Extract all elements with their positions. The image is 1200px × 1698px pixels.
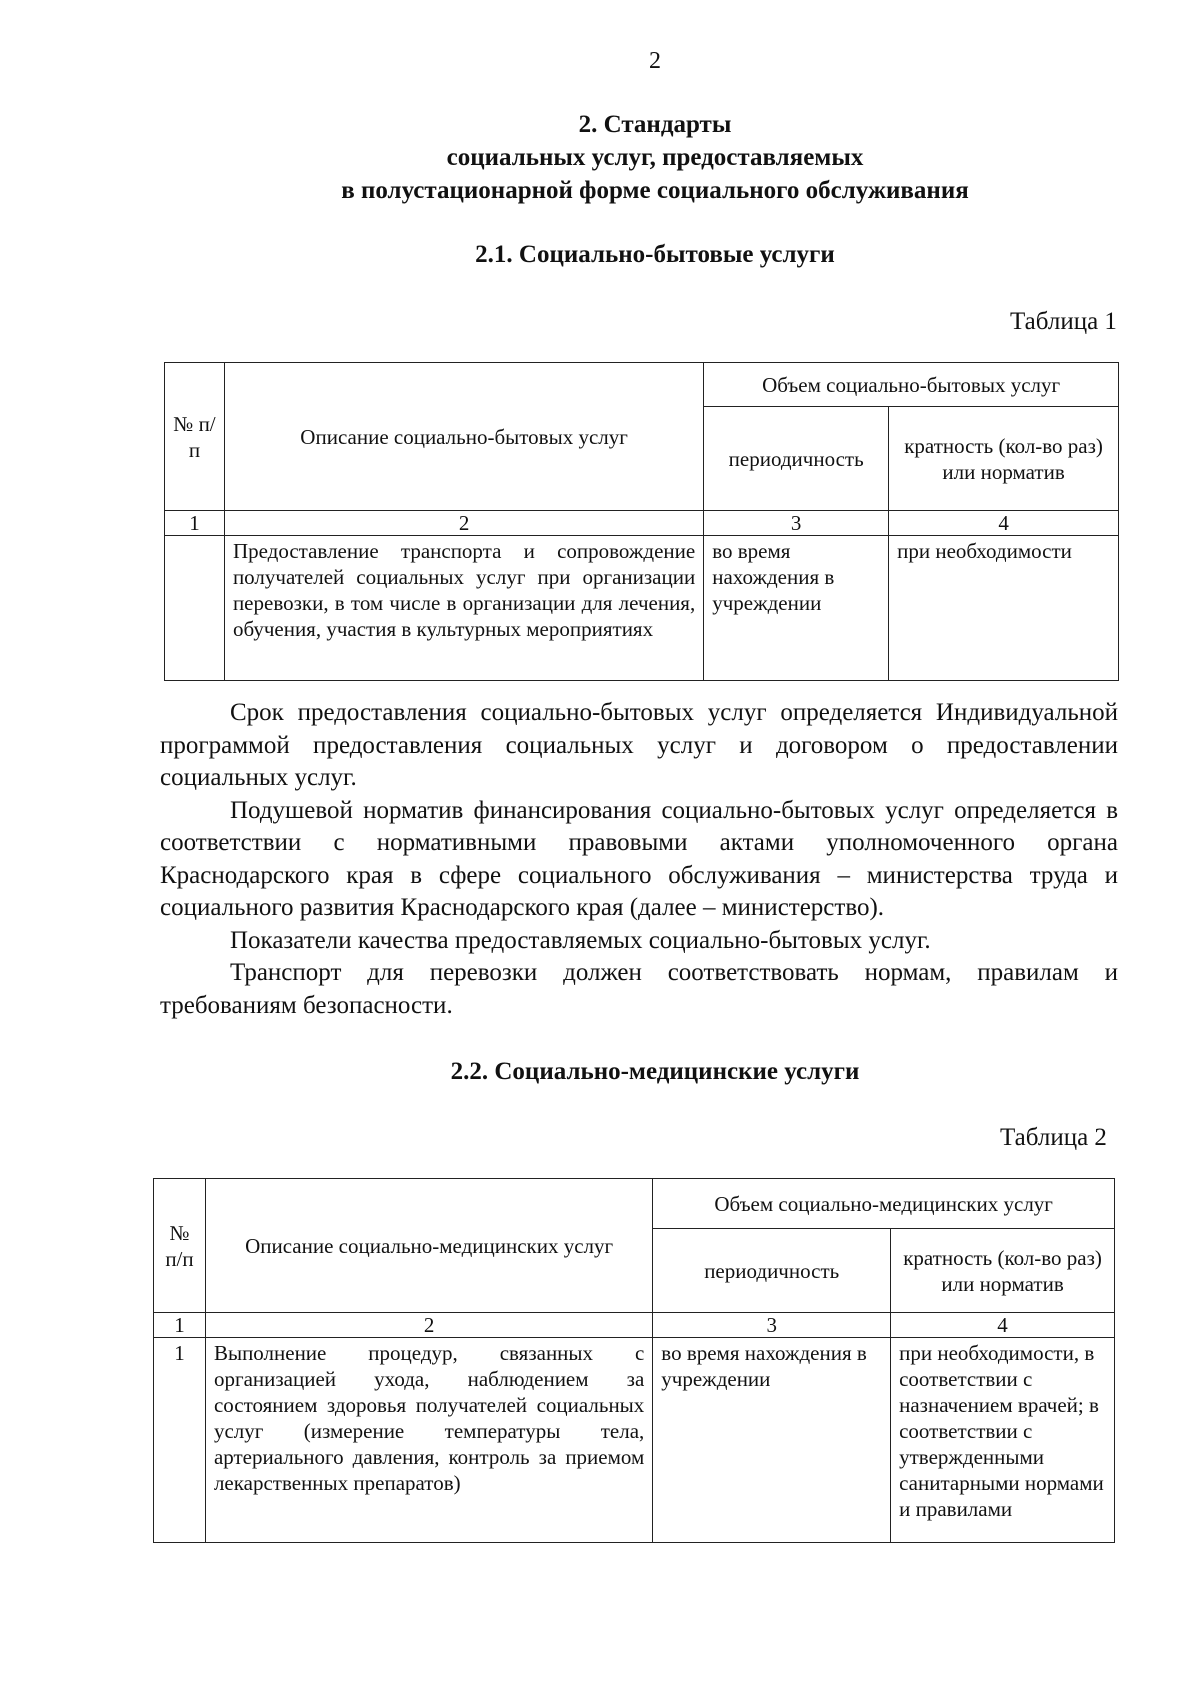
section-title: 2.2. Социально-медицинские услуги — [450, 1058, 860, 1085]
row-num — [165, 536, 225, 681]
table-caption: Таблица 1 — [1010, 308, 1117, 335]
row-description: Предоставление транспорта и сопровождение получателей социальных услуг при организации перевозки, в том числе в организации для лечения, обучения, участия в культурных мероприятиях — [224, 536, 703, 681]
page-number: 2 — [649, 48, 661, 74]
header-multiplicity: кратность (кол-во раз) или норматив — [891, 1229, 1115, 1313]
header-multiplicity: кратность (кол-во раз) или норматив — [889, 407, 1119, 511]
column-number: 3 — [704, 511, 889, 536]
column-number: 1 — [154, 1313, 206, 1338]
services-table — [164, 362, 1119, 681]
row-description: Выполнение процедур, связанных с организацией ухода, наблюдением за состоянием здоровья получателей социальных услуг (измерение температуры тела, артериального давления, контроль за приемом лекарственных препаратов) — [205, 1338, 652, 1543]
column-number: 4 — [889, 511, 1119, 536]
column-number: 2 — [205, 1313, 652, 1338]
column-number: 1 — [165, 511, 225, 536]
column-number: 4 — [891, 1313, 1115, 1338]
paragraph: Подушевой норматив финансирования социально-бытовых услуг определяется в соответствии с нормативными правовыми актами уполномоченного органа Краснодарского края в сфере социального обслуживания – министерства труда и социального развития Краснодарского края (далее – министерство). — [160, 796, 1118, 921]
row-multiplicity: при необходимости — [889, 536, 1119, 681]
paragraph: Показатели качества предоставляемых социально-бытовых услуг. — [230, 926, 931, 954]
body-text — [160, 697, 1118, 1022]
paragraph: Транспорт для перевозки должен соответствовать нормам, правилам и требованиям безопасности. — [160, 959, 1118, 1019]
row-periodicity: во время нахождения в учреждении — [704, 536, 889, 681]
table-caption: Таблица 2 — [1000, 1124, 1107, 1151]
header-description: Описание социально-бытовых услуг — [224, 363, 703, 511]
heading-line: 2. Стандарты — [578, 111, 732, 138]
header-description: Описание социально-медицинских услуг — [205, 1179, 652, 1313]
section-title: 2.1. Социально-бытовые услуги — [475, 241, 835, 268]
row-periodicity: во время нахождения в учреждении — [653, 1338, 891, 1543]
header-volume: Объем социально-медицинских услуг — [653, 1179, 1115, 1229]
header-num: № п/п — [154, 1179, 206, 1313]
header-periodicity: периодичность — [653, 1229, 891, 1313]
row-num: 1 — [154, 1338, 206, 1543]
column-number: 3 — [653, 1313, 891, 1338]
table-row — [154, 1338, 1115, 1543]
heading-line: социальных услуг, предоставляемых — [446, 144, 864, 171]
table-row — [165, 536, 1119, 681]
header-periodicity: периодичность — [704, 407, 889, 511]
paragraph: Срок предоставления социально-бытовых услуг определяется Индивидуальной программой предоставления социальных услуг и договором о предоставлении социальных услуг. — [160, 699, 1118, 791]
column-number: 2 — [224, 511, 703, 536]
header-num: № п/п — [165, 363, 225, 511]
services-table — [153, 1178, 1115, 1543]
header-volume: Объем социально-бытовых услуг — [704, 363, 1119, 407]
heading-line: в полустационарной форме социального обслуживания — [341, 177, 969, 204]
row-multiplicity: при необходимости, в соответствии с назначением врачей; в соответствии с утвержденными санитарными нормами и правилами — [891, 1338, 1115, 1543]
document-heading — [0, 108, 1200, 207]
